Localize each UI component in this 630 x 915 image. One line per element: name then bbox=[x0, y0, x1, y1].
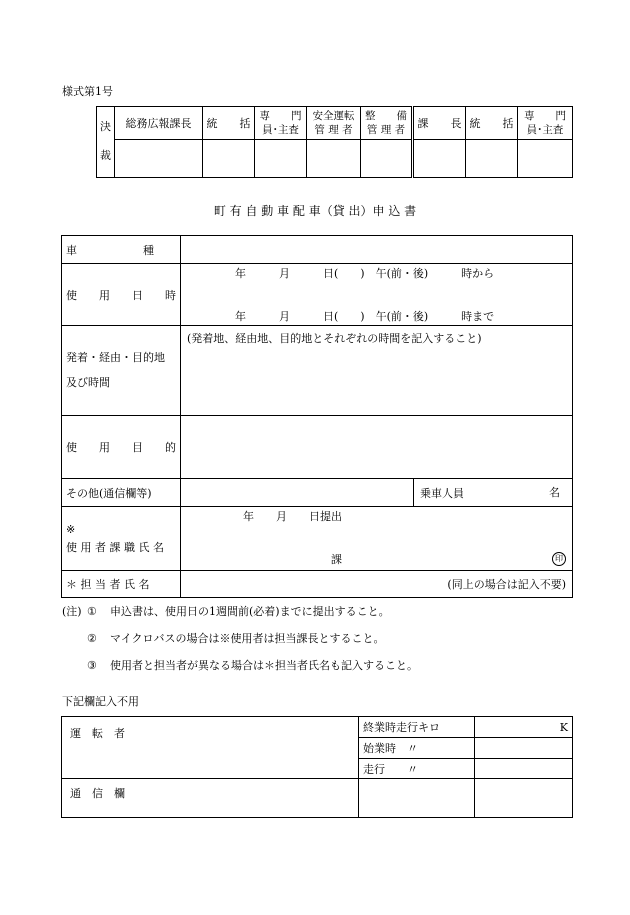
passengers-field[interactable] bbox=[414, 479, 573, 507]
approval-label-bottom: 裁 bbox=[100, 149, 111, 162]
passengers-unit: 名 bbox=[549, 486, 560, 499]
stamp-cell-6[interactable] bbox=[413, 140, 466, 178]
stamp-cell-1[interactable] bbox=[115, 140, 203, 178]
start-km-label: 始業時 〃 bbox=[363, 742, 418, 755]
purpose-label: 使 用 目 的 bbox=[66, 441, 176, 454]
user-mark: ※ bbox=[66, 522, 76, 536]
stamp-cell-4[interactable] bbox=[307, 140, 361, 178]
start-km-field[interactable] bbox=[475, 738, 573, 759]
note-3-number: ③ bbox=[87, 659, 97, 672]
person-field[interactable] bbox=[181, 571, 573, 598]
other-field[interactable] bbox=[181, 479, 414, 507]
route-label-line1: 発着・経由・目的地 bbox=[66, 351, 165, 365]
vehicle-field[interactable] bbox=[181, 236, 573, 264]
route-label-line2: 及び時間 bbox=[66, 375, 110, 389]
communication-extra-1[interactable] bbox=[359, 779, 475, 818]
form-title: 町 有 自 動 車 配 車（貸 出）申 込 書 bbox=[213, 204, 417, 218]
approval-header-8: 専 門 員･主査 bbox=[524, 109, 566, 136]
person-note: (同上の場合は記入不要) bbox=[447, 578, 566, 591]
notes-prefix: (注) bbox=[62, 605, 82, 618]
person-label: ＊ 担 当 者 氏 名 bbox=[66, 578, 150, 591]
stamp-cell-7[interactable] bbox=[466, 140, 518, 178]
approval-header-1: 総務広報課長 bbox=[125, 117, 192, 130]
approval-table bbox=[96, 106, 573, 178]
passengers-label: 乗車人員 bbox=[420, 486, 464, 500]
approval-header-3: 専 門 員･主査 bbox=[259, 109, 302, 136]
user-label: 使 用 者 課 職 氏 名 bbox=[66, 540, 164, 554]
end-km-label: 終業時走行キロ bbox=[363, 721, 440, 734]
route-note: (発着地、経由地、目的地とそれぞれの時間を記入すること) bbox=[187, 332, 482, 345]
note-1-number: ① bbox=[87, 605, 97, 618]
vehicle-label-cell bbox=[62, 236, 181, 264]
submitted-date-text: 年 月 日提出 bbox=[243, 510, 342, 523]
approval-header-2: 統 括 bbox=[206, 117, 251, 130]
stamp-cell-3[interactable] bbox=[255, 140, 307, 178]
purpose-field[interactable] bbox=[181, 416, 573, 479]
travel-km-field[interactable] bbox=[475, 759, 573, 779]
office-use-table bbox=[61, 716, 573, 818]
stamp-cell-5[interactable] bbox=[361, 140, 413, 178]
approval-header-4: 安全運転 管 理 者 bbox=[312, 109, 355, 136]
approval-label-top: 決 bbox=[100, 120, 111, 134]
application-table bbox=[61, 235, 573, 598]
section-text: 課 bbox=[331, 553, 342, 566]
usage-date-label: 使 用 日 時 bbox=[66, 288, 176, 302]
note-2-text: マイクロバスの場合は※使用者は担当課長とすること。 bbox=[110, 632, 385, 645]
travel-km-label: 走行 〃 bbox=[363, 762, 418, 776]
note-1-text: 申込書は、使用日の1週間前(必着)までに提出すること。 bbox=[110, 605, 390, 618]
usage-from-text: 年 月 日( ) 午(前・後) 時から bbox=[235, 267, 495, 280]
vehicle-label: 車 種 bbox=[66, 243, 154, 257]
communication-cell[interactable] bbox=[62, 779, 359, 818]
end-km-field[interactable] bbox=[475, 717, 573, 738]
other-label: その他(通信欄等) bbox=[66, 486, 152, 500]
lower-caption: 下記欄記入不用 bbox=[62, 695, 139, 708]
communication-extra-2[interactable] bbox=[475, 779, 573, 818]
note-2-number: ② bbox=[87, 632, 97, 645]
approval-header-6: 課 長 bbox=[417, 117, 462, 130]
communication-label: 通 信 欄 bbox=[70, 787, 125, 800]
km-unit: K bbox=[559, 720, 568, 734]
form-number: 様式第1号 bbox=[62, 85, 113, 98]
route-field[interactable] bbox=[181, 326, 573, 416]
driver-cell[interactable] bbox=[62, 717, 359, 779]
approval-header-7: 統 括 bbox=[469, 117, 514, 130]
approval-label-cell bbox=[97, 107, 115, 178]
approval-header-5: 整 備 管 理 者 bbox=[365, 109, 407, 136]
stamp-cell-2[interactable] bbox=[203, 140, 255, 178]
usage-date-field[interactable] bbox=[181, 264, 573, 326]
user-field[interactable] bbox=[181, 507, 573, 571]
note-3-text: 使用者と担当者が異なる場合は＊担当者氏名も記入すること。 bbox=[110, 659, 418, 672]
stamp-cell-8[interactable] bbox=[518, 140, 573, 178]
usage-to-text: 年 月 日( ) 午(前・後) 時まで bbox=[235, 310, 495, 323]
driver-label: 運 転 者 bbox=[70, 727, 125, 740]
seal-mark: 印 bbox=[552, 552, 566, 566]
